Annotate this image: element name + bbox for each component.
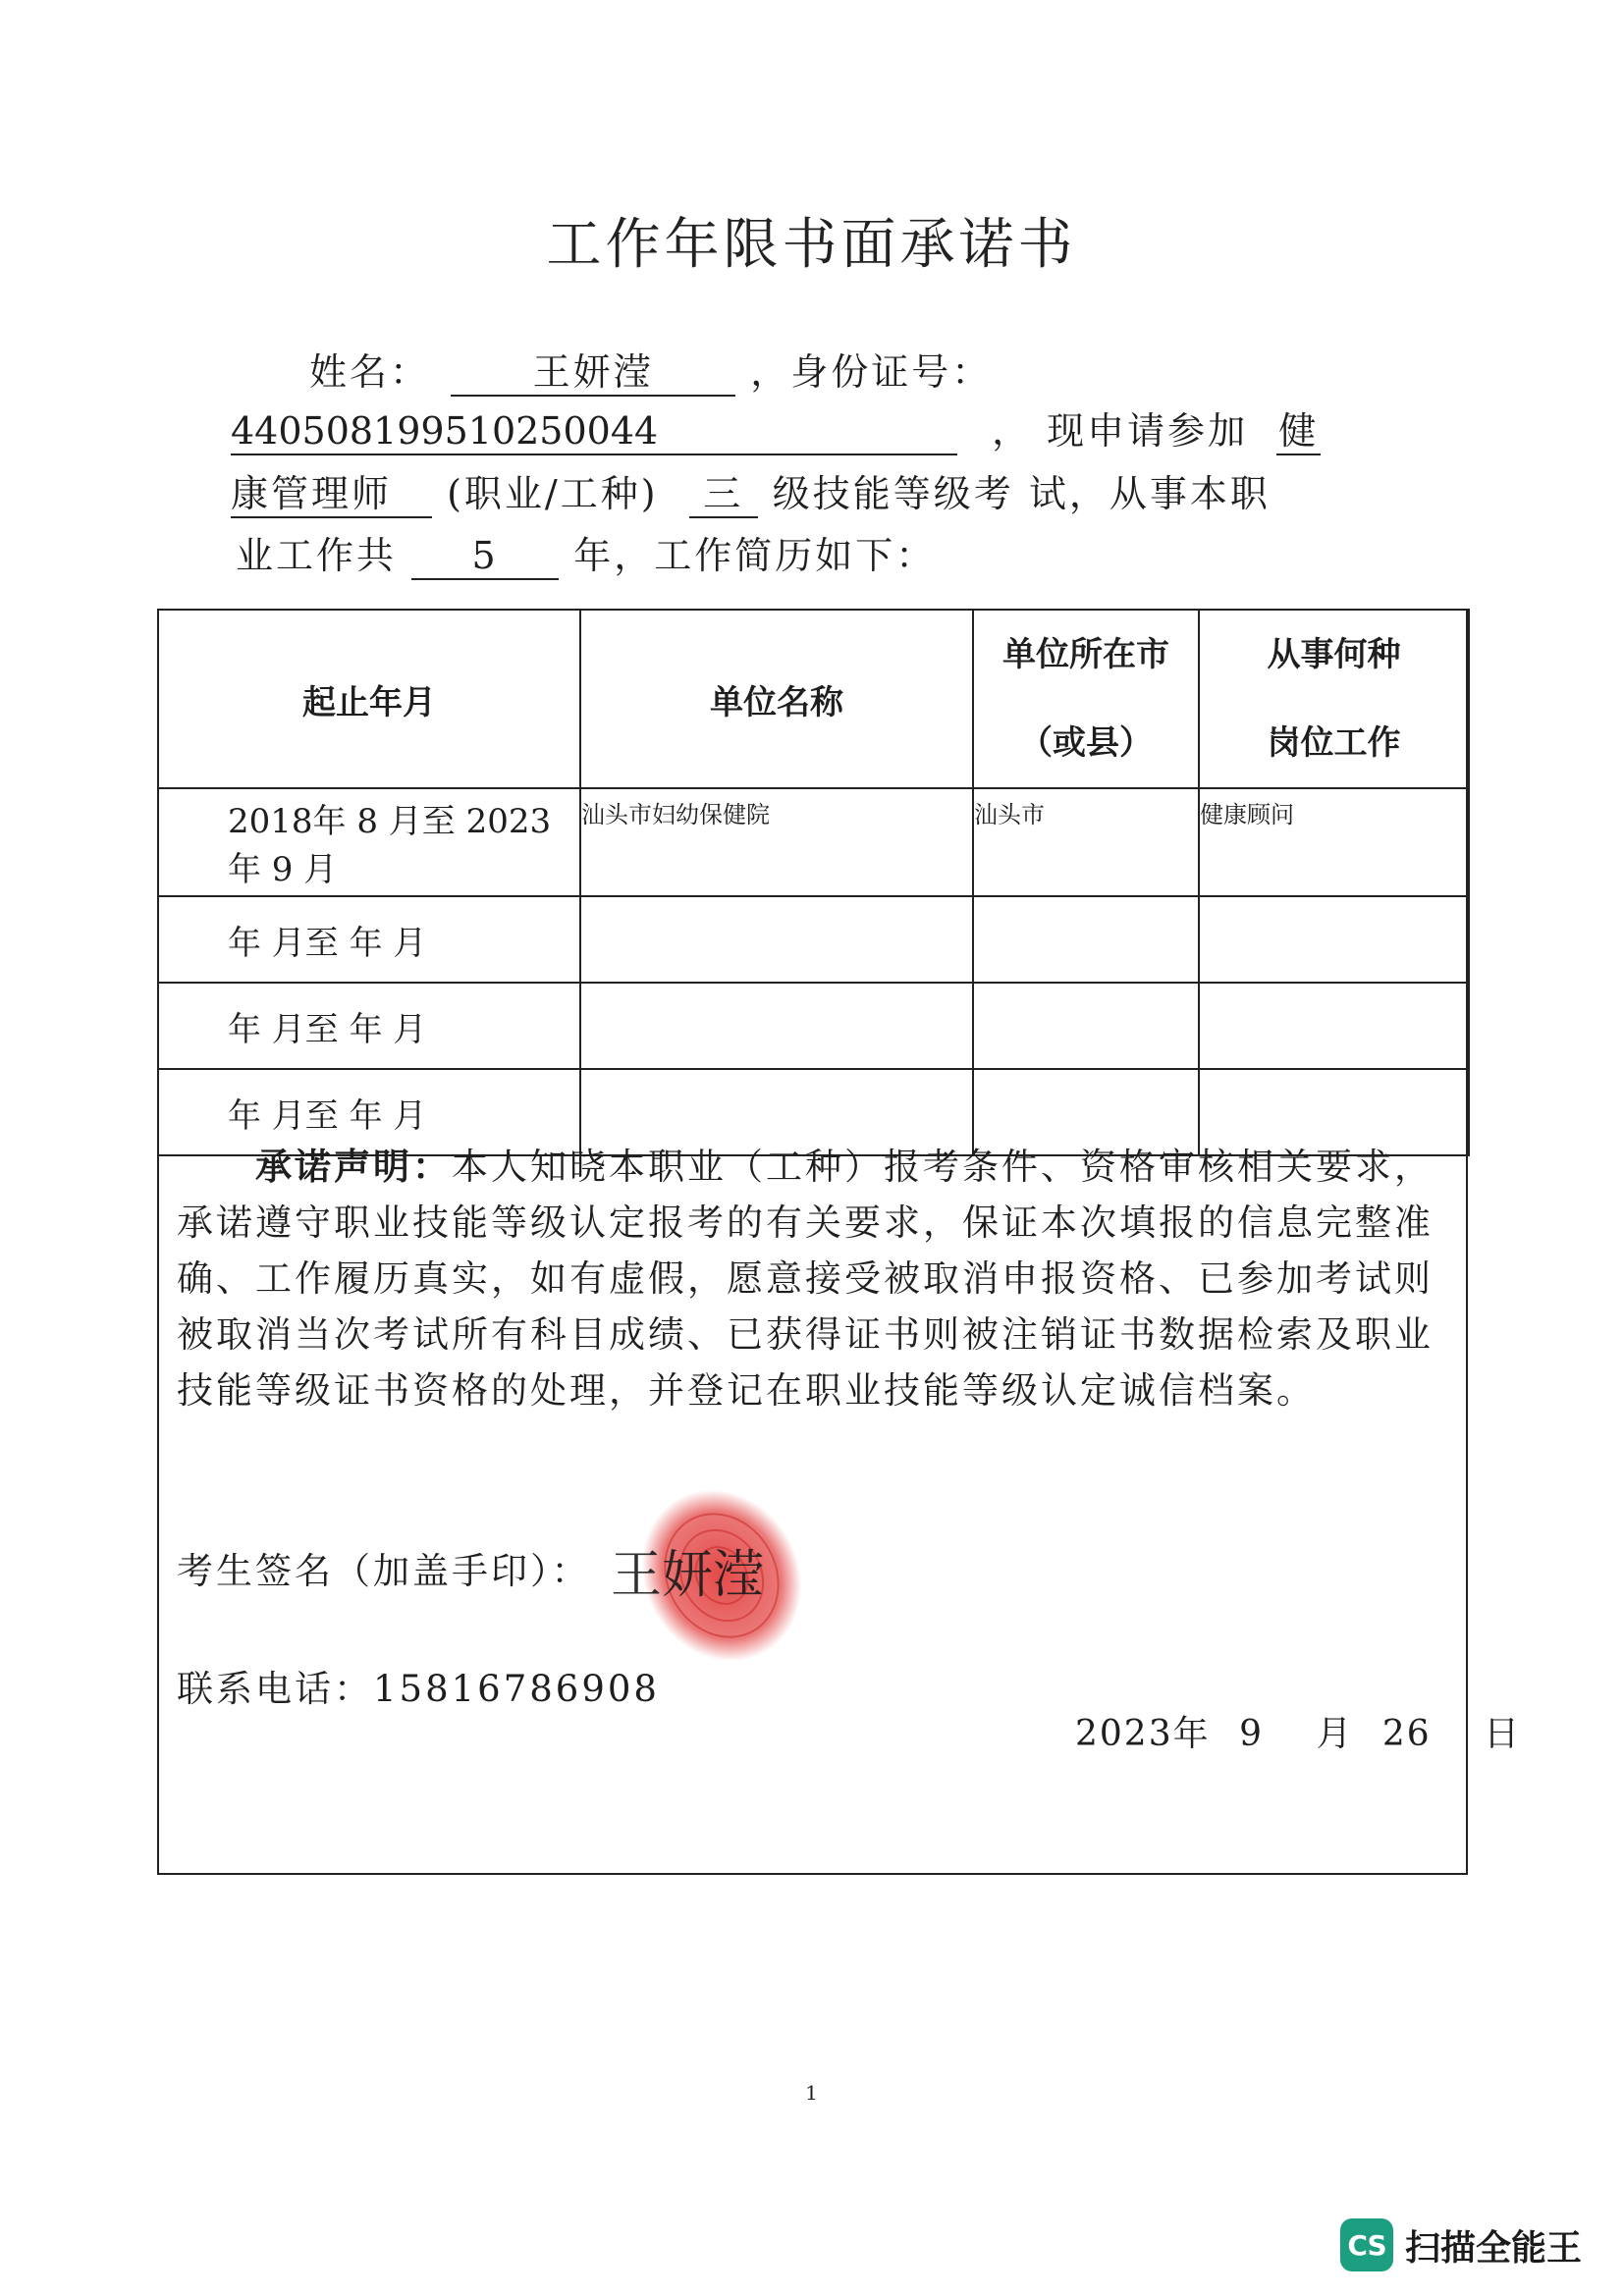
years-suffix: 年，工作简历如下： — [573, 534, 937, 577]
declaration-paragraph — [177, 1139, 1434, 1418]
scanner-app-name: 扫描全能王 — [1405, 2227, 1583, 2269]
level-field[interactable]: 三 — [689, 473, 758, 518]
scanner-watermark — [1340, 2218, 1582, 2271]
phone-line — [177, 1659, 660, 1712]
table-header-row — [158, 610, 1469, 788]
handwritten-signature: 王妍滢 — [611, 1546, 765, 1605]
date-day: 26 — [1381, 1714, 1432, 1754]
period-line2: 年 9 月 — [228, 850, 338, 889]
phone-number: 15816786908 — [373, 1668, 660, 1710]
document-title: 工作年限书面承诺书 — [546, 213, 1077, 277]
table-row — [158, 896, 1469, 983]
years-prefix: 业工作共 — [236, 534, 398, 577]
period-cell[interactable]: 年 月至 年 月 — [158, 983, 580, 1069]
apply-text: ， 现申请参加 — [992, 409, 1249, 453]
period-cell[interactable] — [158, 788, 580, 896]
level-suffix: 级技能等级考 试，从事本职 — [772, 472, 1271, 515]
header-post-line2: 岗位工作 — [1267, 723, 1401, 763]
header-city-line2: （或县） — [1019, 723, 1153, 763]
fingerprint-signature — [589, 1482, 844, 1679]
period-cell[interactable]: 年 月至 年 月 — [158, 896, 580, 983]
years-line — [236, 525, 936, 580]
id-line — [231, 400, 1321, 455]
signature-line — [177, 1541, 591, 1594]
id-label: ，身份证号： — [750, 350, 993, 394]
unit-cell[interactable]: 汕头市妇幼保健院 — [580, 788, 973, 896]
post-cell[interactable] — [1199, 983, 1469, 1069]
city-cell[interactable]: 汕头市 — [973, 788, 1199, 896]
occupation-field-part2[interactable]: 康管理师 — [231, 473, 432, 518]
header-post-line1: 从事何种 — [1267, 635, 1401, 674]
city-cell[interactable] — [973, 983, 1199, 1069]
occupation-line — [231, 463, 1271, 518]
occupation-field-part1[interactable]: 健 — [1276, 410, 1321, 455]
period-line1: 2018年 8 月至 2023 — [228, 802, 552, 841]
date-month: 9 — [1239, 1714, 1264, 1754]
applicant-name-field[interactable]: 王妍滢 — [451, 351, 735, 397]
header-period: 起止年月 — [158, 610, 580, 788]
years-field[interactable]: 5 — [411, 535, 559, 580]
phone-label: 联系电话： — [177, 1668, 373, 1710]
page-number: 1 — [805, 2081, 818, 2105]
signature-label: 考生签名（加盖手印）： — [177, 1550, 591, 1592]
post-cell[interactable]: 健康顾问 — [1199, 788, 1469, 896]
id-number-field[interactable]: 440508199510250044 — [231, 410, 957, 455]
name-line — [309, 342, 992, 397]
camscanner-logo-icon: CS — [1340, 2218, 1393, 2271]
work-history-table — [157, 609, 1470, 1156]
date-line — [1075, 1706, 1521, 1756]
name-label: 姓名： — [309, 350, 431, 394]
table-row — [158, 983, 1469, 1069]
city-cell[interactable] — [973, 896, 1199, 983]
unit-cell[interactable] — [580, 896, 973, 983]
post-cell[interactable] — [1199, 896, 1469, 983]
unit-cell[interactable] — [580, 983, 973, 1069]
header-unit-name: 单位名称 — [580, 610, 973, 788]
header-city — [973, 610, 1199, 788]
header-post — [1199, 610, 1469, 788]
declaration-lead: 承诺声明： — [255, 1146, 452, 1188]
date-month-unit: 月 — [1316, 1714, 1354, 1754]
period-cell[interactable]: 年 月至 年 月 — [158, 1069, 580, 1155]
date-year: 2023年 — [1075, 1714, 1211, 1754]
table-row — [158, 788, 1469, 896]
header-city-line1: 单位所在市 — [1002, 635, 1169, 674]
date-day-unit: 日 — [1484, 1714, 1522, 1754]
declaration-body: 本人知晓本职业（工种）报考条件、资格审核相关要求，承诺遵守职业技能等级认定报考的有关要求，保证本次填报的信息完整准确、工作履历真实，如有虚假，愿意接受被取消申报资格、已参加考试则被取消当次考试所有科目成绩、已获得证书则被注销证书数据检索及职业技能等级证书资格的处理，并登记在职业技能等级认定诚信档案。 — [177, 1146, 1434, 1412]
occupation-suffix: (职业/工种) — [447, 472, 659, 515]
